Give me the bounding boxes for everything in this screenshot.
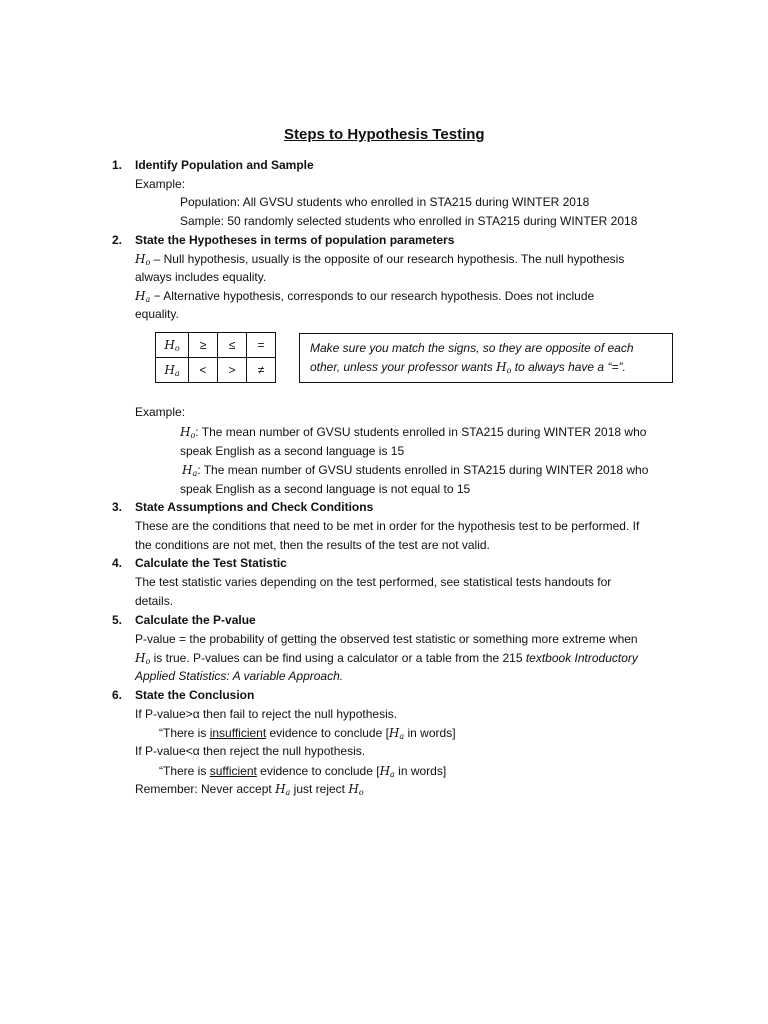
table-cell: ≤	[218, 333, 247, 358]
ha-symbol: $H_a$	[275, 782, 291, 797]
population-label: Population:	[180, 195, 241, 209]
alt-hypothesis-line-1	[135, 287, 594, 305]
quote-insufficient: “There is insufficient evidence to conclude [$H_a$ in words]	[159, 726, 456, 741]
table-cell: >	[218, 358, 247, 383]
step-2-example-label: Example:	[135, 405, 186, 419]
step-3-heading: State Assumptions and Check Conditions	[135, 500, 374, 514]
step-1-heading: Identify Population and Sample	[135, 158, 314, 172]
step-5-line-2: $H_o$ is true. P-values can be find using a calculator or a table from the 215 textbook Introductory	[135, 651, 638, 666]
null-hypothesis-text: – Null hypothesis, usually is the opposite of our research hypothesis. The null hypothesis	[150, 252, 625, 266]
table-cell: <	[189, 358, 218, 383]
ha-symbol: $H_a$	[135, 289, 151, 304]
remember-line: Remember: Never accept $H_a$ just reject $H_o$	[135, 782, 364, 797]
ho-symbol: $H_o$	[135, 651, 151, 666]
sample-label: Sample:	[180, 214, 225, 228]
step-6-heading: State the Conclusion	[135, 688, 255, 702]
null-hypothesis-line-1	[135, 250, 624, 268]
alt-hypothesis-line-2: equality.	[135, 307, 179, 321]
step-4-heading: Calculate the Test Statistic	[135, 556, 287, 570]
table-cell: ≥	[189, 333, 218, 358]
population-text: All GVSU students who enrolled in STA215 during WINTER 2018	[240, 195, 590, 209]
step-5-heading: Calculate the P-value	[135, 613, 256, 627]
population-line	[180, 193, 589, 211]
textbook-title-part-2: Applied Statistics: A variable Approach.	[135, 669, 344, 683]
sample-line	[180, 212, 637, 230]
step-4-line-1: The test statistic varies depending on the test performed, see statistical tests handouts for	[135, 575, 612, 589]
ha-symbol: $H_a$	[379, 764, 395, 779]
table-row-ha	[156, 358, 276, 383]
null-hypothesis-line-2: always includes equality.	[135, 270, 267, 284]
ho-symbol: $H_o$	[348, 782, 364, 797]
example-ha-line-1: $H_a$: The mean number of GVSU students enrolled in STA215 during WINTER 2018 who	[182, 463, 649, 478]
table-header-ho: $H_o$	[156, 333, 189, 358]
sample-text: 50 randomly selected students who enrolled in STA215 during WINTER 2018	[224, 214, 638, 228]
example-ha-line-2: speak English as a second language is not equal to 15	[180, 482, 471, 496]
step-5-number: 5.	[112, 613, 123, 627]
textbook-title-part-1: textbook Introductory	[525, 651, 638, 665]
insufficient-word: insufficient	[209, 726, 267, 740]
step-4-line-2: details.	[135, 594, 174, 608]
ho-symbol: $H_o$	[496, 360, 512, 375]
note-line-1: Make sure you match the signs, so they are opposite of each	[310, 341, 634, 355]
step-1-number: 1.	[112, 158, 123, 172]
example-ho-line-2: speak English as a second language is 15	[180, 444, 405, 458]
step-6-number: 6.	[112, 688, 123, 702]
rule-fail-to-reject: If P-value>α then fail to reject the null hypothesis.	[135, 707, 398, 721]
signs-note-box	[299, 333, 673, 383]
step-3-line-1: These are the conditions that need to be met in order for the hypothesis test to be performed. If	[135, 519, 640, 533]
table-header-ha: $H_a$	[156, 358, 189, 383]
step-2-heading: State the Hypotheses in terms of population parameters	[135, 233, 455, 247]
step-1-example-label: Example:	[135, 177, 186, 191]
note-line-2: other, unless your professor wants $H_o$ to always have a “=”.	[310, 360, 626, 375]
step-4-number: 4.	[112, 556, 123, 570]
ho-symbol: $H_o$	[180, 425, 196, 440]
hypothesis-signs-table	[155, 332, 276, 383]
ho-symbol: $H_o$	[135, 252, 151, 267]
table-cell: =	[247, 333, 276, 358]
example-ho-line-1: $H_o$: The mean number of GVSU students enrolled in STA215 during WINTER 2018 who	[180, 425, 647, 440]
rule-reject: If P-value<α then reject the null hypothesis.	[135, 744, 366, 758]
step-3-line-2: the conditions are not met, then the results of the test are not valid.	[135, 538, 490, 552]
sufficient-word: sufficient	[209, 764, 257, 778]
table-cell: ≠	[247, 358, 276, 383]
page-title: Steps to Hypothesis Testing	[284, 126, 485, 143]
ha-symbol: $H_a$	[182, 463, 198, 478]
step-2-number: 2.	[112, 233, 123, 247]
ha-symbol: $H_a$	[388, 726, 405, 741]
step-5-line-1: P-value = the probability of getting the observed test statistic or something more extreme when	[135, 632, 638, 646]
alt-hypothesis-text: − Alternative hypothesis, corresponds to our research hypothesis. Does not include	[150, 289, 595, 303]
quote-sufficient: “There is sufficient evidence to conclude [$H_a$ in words]	[159, 764, 447, 779]
table-row-ho	[156, 333, 276, 358]
step-3-number: 3.	[112, 500, 123, 514]
